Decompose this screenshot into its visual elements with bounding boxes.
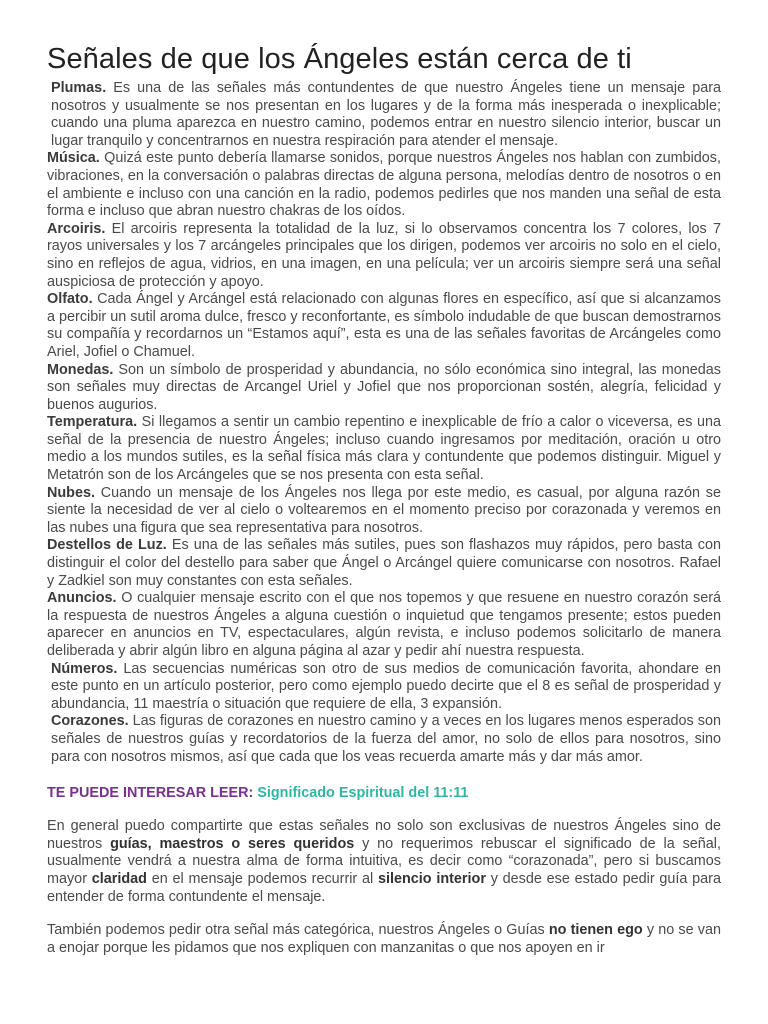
entry-text: Cuando un mensaje de los Ángeles nos llega por este medio, es casual, por alguna razón se siente la necesidad de ver al cielo o voltearemos en el momento preciso por corazonada y veremos en las nubes una figura que sea representativa para nosotros. xyxy=(47,484,721,536)
entry-text: Cada Ángel y Arcángel está relacionado con algunas flores en específico, así que si alcanzamos a percibir un sutil aroma dulce, fresco y reconfortante, es símbolo indudable de que buscan demostrarnos su compañía y recordarnos un “Estamos aquí”, esta es una de las señales favoritas de Arcángeles como Ariel, Jofiel o Chamuel. xyxy=(47,291,721,360)
entry-text: Son un símbolo de prosperidad y abundancia, no sólo económica sino integral, las monedas son señales muy directas de Arcangel Uriel y Jofiel que nos proporcionan sostén, alegría, felicidad y buenos augurios. xyxy=(47,361,721,413)
entry-term: Anuncios. xyxy=(47,590,117,607)
entry-term: Nubes. xyxy=(47,484,95,501)
list-item xyxy=(47,291,721,361)
entry-term: Monedas. xyxy=(47,361,114,378)
entry-text: El arcoiris representa la totalidad de la luz, si lo observamos concentra los 7 colores, los 7 rayos universales y los 7 arcángeles principales que los dirigen, podemos ver arcoiris no solo en el cielo, sino en reflejos de agua, vidrios, en una imagen, en una película; ver un arcoiris siempre será una señal auspiciosa de protección y apoyo. xyxy=(47,220,721,290)
list-item xyxy=(47,590,721,660)
paragraph-text: en el mensaje podemos recurrir al xyxy=(146,870,378,887)
list-item xyxy=(47,537,721,590)
list-item xyxy=(47,150,721,220)
list-item xyxy=(47,362,721,415)
paragraph-text: y no se van a enojar porque les pidamos que nos expliquen con manzanitas o que nos apoyen en ir xyxy=(47,922,721,956)
paragraph-text: y desde ese estado pedir guía para entender de forma contundente el mensaje. xyxy=(47,870,721,905)
entry-text: Si llegamos a sentir un cambio repentino e inexplicable de frío a calor o viceversa, es una señal de la presencia de nuestro Ángeles; incluso cuando ingresamos por meditación, oración u otro medio a los mundos sutiles, es la señal física más clara y contundente que podemos distinguir. Miguel y Metatrón son de los Arcángeles que se nos presenta con esta señal. xyxy=(47,414,721,484)
entry-text: Quizá este punto debería llamarse sonidos, porque nuestros Ángeles nos hablan con zumbidos, vibraciones, en la conversación o palabras directas de alguna persona, melodías dentro de nosotros o en el ambiente e incluso con una canción en la radio, podemos pedirles que nos manden una señal de esta forma e incluso que abran nuestro chakras de los oídos. xyxy=(47,150,721,220)
related-article xyxy=(47,784,721,802)
entry-term: Números. xyxy=(51,660,118,677)
entry-term: Olfato. xyxy=(47,291,93,308)
bold-text: claridad xyxy=(91,870,147,887)
list-item xyxy=(47,80,721,150)
list-item xyxy=(47,713,721,766)
bold-text: no tienen ego xyxy=(548,922,643,939)
entry-text: O cualquier mensaje escrito con el que nos topemos y que resuene en nuestro corazón será la respuesta de nuestros Ángeles a alguna cuestión o inquietud que tengamos presente; estos pueden aparecer en anuncios en TV, espectaculares, algún revista, e incluso podemos solicitarlo de manera deliberada y abrir algún libro en alguna página al azar y pedir ahí nuestra respuesta. xyxy=(47,590,721,659)
page-title: Señales de que los Ángeles están cerca de ti xyxy=(47,43,632,75)
paragraph-text: También podemos pedir otra señal más categórica, nuestros Ángeles o Guías xyxy=(47,922,549,939)
entry-text: Es una de las señales más sutiles, pues son flashazos muy rápidos, pero basta con distinguir el color del destello para saber que Ángel o Arcángel quiere comunicarse con nosotros. Rafael y Zadkiel son muy constantes con esta señales. xyxy=(47,537,721,589)
bold-text: guías, maestros o seres queridos xyxy=(110,835,355,852)
list-item xyxy=(47,414,721,484)
entry-text: Las secuencias numéricas son otro de sus medios de comunicación favorita, ahondare en este punto en un artículo posterior, pero como ejemplo puedo decirte que el 8 es señal de prosperidad y abundancia, 11 maestría o situación que requiere de ella, 3 expansión. xyxy=(51,660,721,712)
entry-term: Corazones. xyxy=(51,713,129,730)
list-item xyxy=(47,485,721,538)
body-paragraph xyxy=(47,818,721,906)
related-label: TE PUEDE INTERESAR LEER: xyxy=(47,785,254,802)
paragraph-text: En general puedo compartirte que estas señales no solo son exclusivas de nuestros Ángeles sino de nuestros xyxy=(47,818,721,852)
list-item xyxy=(47,221,721,291)
entry-term: Música. xyxy=(47,150,100,167)
signs-list xyxy=(47,80,721,766)
paragraph-text: y no requerimos rebuscar el significado de la señal, usualmente vendrá a nuestra alma de forma intuitiva, es decir como “corazonada”, pero si buscamos mayor xyxy=(47,835,721,887)
entry-text: Es una de las señales más contundentes de que nuestro Ángeles tiene un mensaje para nosotros y usualmente se nos presentan en los lugares y de la forma más inesperada o inexplicable; cuando una pluma aparezca en nuestro camino, podemos entrar en nuestro silencio interior, buscar un lugar tranquilo y concentrarnos en nuestra respiración para atender el mensaje. xyxy=(51,80,721,149)
entry-term: Arcoiris. xyxy=(47,220,106,237)
entry-term: Plumas. xyxy=(51,80,107,96)
entry-term: Destellos de Luz. xyxy=(47,537,167,554)
entry-term: Temperatura. xyxy=(47,414,138,431)
body-paragraph xyxy=(47,922,721,957)
related-article-link[interactable]: Significado Espiritual del 11:11 xyxy=(257,785,469,802)
bold-text: silencio interior xyxy=(377,870,486,887)
list-item xyxy=(47,661,721,714)
entry-text: Las figuras de corazones en nuestro camino y a veces en los lugares menos esperados son señales de nuestros guías y recordatorios de la fuerza del amor, no solo de ellos para nosotros, sino para con nosotros mismos, así que cada que los veas recuerda amarte más y dar más amor. xyxy=(51,713,721,765)
